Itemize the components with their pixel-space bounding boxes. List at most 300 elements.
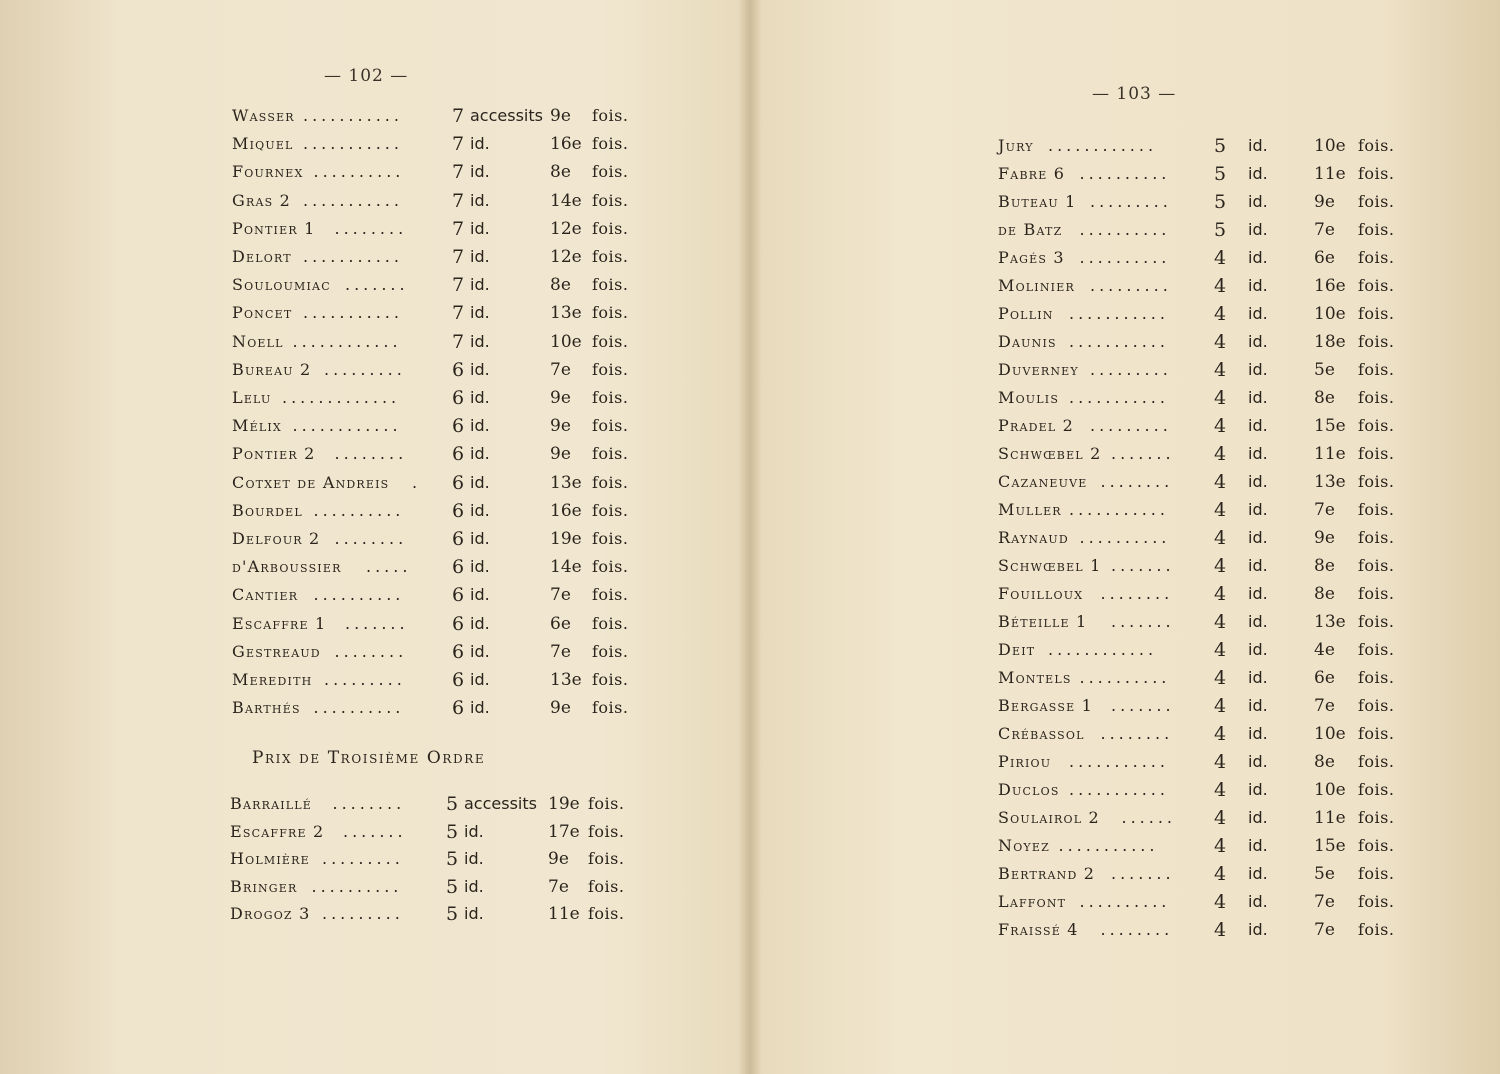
entry-fois: fois. <box>592 444 629 464</box>
list-item <box>998 524 1428 552</box>
entry-name: Drogoz 3 <box>230 904 311 924</box>
leader-dots: ....... <box>1111 612 1175 631</box>
entry-name: Bringer <box>230 876 298 896</box>
entry-count: 7 <box>452 330 465 353</box>
entry-rank: 9e <box>550 416 571 437</box>
entry-fois: fois. <box>1358 528 1395 547</box>
list-item <box>232 497 652 525</box>
entry-count: 4 <box>1214 891 1227 913</box>
entry-fois: fois. <box>1358 780 1395 799</box>
entry-rank: 10e <box>1314 136 1346 156</box>
entry-count: 7 <box>452 302 465 325</box>
entry-name: Mélix <box>232 416 282 436</box>
leader-dots: ....... <box>345 613 409 633</box>
entry-unit: id. <box>470 416 490 436</box>
entry-fois: fois. <box>1358 920 1395 939</box>
entry-name: Escaffre 1 <box>232 613 327 633</box>
entry-rank: 13e <box>550 670 582 690</box>
list-item <box>998 328 1428 356</box>
entry-count: 7 <box>452 246 465 268</box>
entry-name: Soulairol 2 <box>998 808 1100 827</box>
entry-fois: fois. <box>592 275 629 295</box>
leader-dots: ....... <box>1111 864 1175 883</box>
entry-name: Raynaud <box>998 528 1069 547</box>
entry-name: Pradel 2 <box>998 416 1075 435</box>
entry-name: Jury <box>998 136 1034 155</box>
entry-fois: fois. <box>592 106 629 125</box>
list-item <box>232 215 652 243</box>
entry-unit: id. <box>470 303 490 323</box>
entry-rank: 14e <box>550 557 582 578</box>
list-item <box>998 860 1428 888</box>
entry-rank: 10e <box>1314 780 1346 800</box>
entry-count: 4 <box>1214 471 1227 493</box>
leader-dots: ............ <box>292 331 402 351</box>
entry-rank: 13e <box>550 472 582 493</box>
entry-fois: fois. <box>1358 612 1395 631</box>
leader-dots: ........ <box>1100 472 1174 491</box>
entry-name: Fabre 6 <box>998 164 1066 183</box>
leader-dots: ..... <box>366 557 412 577</box>
entry-rank: 7e <box>550 585 571 606</box>
entry-unit: id. <box>1248 808 1268 827</box>
entry-name: Fouilloux <box>998 584 1084 603</box>
entry-unit: id. <box>470 585 490 605</box>
entry-unit: id. <box>470 359 490 379</box>
entry-count: 4 <box>1214 611 1227 633</box>
entry-fois: fois. <box>1358 360 1395 379</box>
list-item <box>232 243 652 271</box>
entry-name: Miquel <box>232 134 294 154</box>
list-item <box>998 664 1428 692</box>
entry-count: 6 <box>452 528 465 550</box>
entry-rank: 19e <box>550 529 582 549</box>
entry-rank: 5e <box>1314 360 1335 380</box>
entry-unit: id. <box>470 331 490 351</box>
leader-dots: ........ <box>334 218 408 238</box>
entry-fois: fois. <box>1358 416 1395 435</box>
entry-name: Daunis <box>998 332 1057 351</box>
entry-name: Fournex <box>232 162 304 182</box>
entry-count: 5 <box>446 903 459 926</box>
right-page <box>752 0 1500 1074</box>
leader-dots: ........ <box>334 529 408 548</box>
entry-unit: id. <box>1248 640 1268 659</box>
entry-unit: id. <box>470 557 490 577</box>
entry-unit: id. <box>1248 864 1268 883</box>
entry-unit: id. <box>1248 164 1268 183</box>
entry-unit: id. <box>470 500 490 520</box>
entry-fois: fois. <box>1358 668 1395 687</box>
entry-name: Bourdel <box>232 500 303 520</box>
leader-dots: .......... <box>313 585 405 605</box>
entry-rank: 16e <box>550 134 582 155</box>
list-item <box>998 160 1428 188</box>
entry-unit: id. <box>470 444 490 464</box>
entry-count: 7 <box>452 189 465 212</box>
entry-rank: 12e <box>550 218 582 239</box>
entry-fois: fois. <box>1358 192 1395 211</box>
entry-rank: 11e <box>1314 808 1346 828</box>
entry-name: Deit <box>998 640 1036 659</box>
leader-dots: ...... <box>1121 808 1177 827</box>
list-item <box>998 608 1428 636</box>
entry-rank: 8e <box>1314 388 1335 408</box>
list-item <box>232 694 652 722</box>
entry-fois: fois. <box>592 134 629 154</box>
entry-rank: 13e <box>1314 612 1346 632</box>
entry-count: 4 <box>1214 443 1227 465</box>
entry-fois: fois. <box>588 876 625 896</box>
entry-count: 6 <box>452 697 465 720</box>
entry-unit: id. <box>464 849 484 869</box>
entry-count: 4 <box>1214 863 1227 885</box>
list-item <box>232 469 652 497</box>
entry-count: 5 <box>446 820 459 843</box>
entry-unit: id. <box>1248 136 1268 155</box>
entry-unit: id. <box>1248 444 1268 463</box>
entry-name: Noell <box>232 331 284 351</box>
list-item <box>998 440 1428 468</box>
entry-rank: 8e <box>550 162 571 183</box>
entry-count: 7 <box>452 133 465 156</box>
entry-rank: 10e <box>1314 304 1346 324</box>
entry-count: 5 <box>446 793 459 815</box>
entry-rank: 8e <box>1314 556 1335 576</box>
entry-name: Pollin <box>998 304 1054 323</box>
leader-dots: .......... <box>1079 528 1171 547</box>
list-item <box>232 440 652 468</box>
entry-unit: id. <box>1248 752 1268 771</box>
entry-unit: id. <box>1248 472 1268 491</box>
entry-unit: accessits <box>464 794 537 813</box>
leader-dots: ........ <box>1100 920 1174 939</box>
entry-count: 4 <box>1214 667 1227 689</box>
entry-unit: id. <box>1248 892 1268 911</box>
entry-name: Cotxet de Andreis <box>232 472 390 492</box>
entry-rank: 16e <box>1314 276 1346 296</box>
entry-rank: 19e <box>548 794 580 814</box>
entry-fois: fois. <box>1358 276 1395 295</box>
entry-unit: id. <box>470 218 490 238</box>
entry-fois: fois. <box>1358 248 1395 267</box>
entry-count: 6 <box>452 584 465 607</box>
leader-dots: .......... <box>1079 164 1171 183</box>
entry-count: 6 <box>452 499 465 522</box>
entry-unit: id. <box>1248 836 1268 855</box>
leader-dots: ........... <box>303 247 403 266</box>
entry-rank: 7e <box>550 641 571 662</box>
entry-unit: id. <box>470 698 490 718</box>
entry-name: Delfour 2 <box>232 529 321 548</box>
entry-count: 4 <box>1214 751 1227 773</box>
entry-rank: 9e <box>1314 528 1335 548</box>
leader-dots: .......... <box>311 876 403 896</box>
entry-fois: fois. <box>592 416 629 436</box>
list-item <box>998 132 1428 160</box>
entry-rank: 4e <box>1314 640 1335 660</box>
entry-rank: 13e <box>550 303 582 324</box>
leader-dots: ......... <box>1090 276 1172 295</box>
entry-unit: id. <box>1248 360 1268 379</box>
entry-unit: id. <box>470 388 490 407</box>
entry-unit: id. <box>1248 500 1268 519</box>
entry-rank: 6e <box>1314 248 1335 268</box>
list-item <box>232 525 652 553</box>
entry-rank: 13e <box>1314 472 1346 492</box>
entry-fois: fois. <box>588 821 625 841</box>
entry-fois: fois. <box>1358 640 1395 659</box>
list-item <box>998 692 1428 720</box>
entry-count: 4 <box>1214 779 1227 801</box>
entry-rank: 7e <box>1314 696 1335 716</box>
entry-count: 4 <box>1214 527 1227 549</box>
leader-dots: ........... <box>1069 752 1169 771</box>
entry-rank: 16e <box>550 500 582 521</box>
entry-count: 5 <box>1214 191 1227 213</box>
entry-rank: 10e <box>1314 724 1346 744</box>
entry-name: Escaffre 2 <box>230 821 325 841</box>
entry-unit: id. <box>1248 612 1268 631</box>
entry-count: 4 <box>1214 639 1227 661</box>
entry-fois: fois. <box>1358 444 1395 463</box>
list-item <box>232 666 652 694</box>
entry-unit: id. <box>1248 332 1268 351</box>
entry-fois: fois. <box>592 500 629 520</box>
entry-name: Gras 2 <box>232 190 292 210</box>
list-item <box>998 188 1428 216</box>
list-item <box>232 130 652 158</box>
list-item <box>232 187 652 215</box>
entry-fois: fois. <box>1358 752 1395 771</box>
entry-count: 4 <box>1214 275 1227 297</box>
list-item <box>232 158 652 186</box>
leader-dots: ........... <box>303 303 403 323</box>
entry-unit: id. <box>1248 416 1268 435</box>
entry-rank: 7e <box>1314 920 1335 940</box>
entry-name: Moulis <box>998 388 1060 407</box>
entry-fois: fois. <box>592 359 629 379</box>
entry-count: 4 <box>1214 331 1227 353</box>
list-item <box>998 776 1428 804</box>
entry-count: 4 <box>1214 723 1227 745</box>
leader-dots: ........... <box>1069 780 1169 799</box>
page-number: — 103 — <box>1092 84 1177 104</box>
page-number: — 102 — <box>324 66 409 86</box>
list-item <box>232 638 652 666</box>
entry-unit: accessits <box>470 106 543 125</box>
entry-fois: fois. <box>592 388 629 407</box>
leader-dots: .......... <box>313 698 405 718</box>
entry-count: 4 <box>1214 499 1227 521</box>
entry-unit: id. <box>464 876 484 896</box>
leader-dots: ........ <box>332 794 406 813</box>
leader-dots: ....... <box>345 275 409 295</box>
entry-count: 4 <box>1214 247 1227 269</box>
leader-dots: ........... <box>1069 332 1169 351</box>
entry-fois: fois. <box>1358 136 1395 155</box>
entry-rank: 7e <box>1314 892 1335 912</box>
entry-fois: fois. <box>1358 892 1395 911</box>
entry-unit: id. <box>1248 668 1268 687</box>
leader-dots: ............ <box>1048 136 1158 155</box>
list-item <box>998 384 1428 412</box>
entry-fois: fois. <box>1358 388 1395 407</box>
entry-fois: fois. <box>1358 220 1395 239</box>
leader-dots: ............ <box>1048 640 1158 659</box>
entry-name: Holmière <box>230 849 310 869</box>
entry-rank: 8e <box>1314 752 1335 772</box>
entry-unit: id. <box>1248 584 1268 603</box>
entry-rank: 14e <box>550 190 582 211</box>
list-item <box>232 384 652 412</box>
entry-count: 6 <box>452 471 465 494</box>
entry-name: Duverney <box>998 360 1079 379</box>
entry-name: Muller <box>998 500 1062 519</box>
entry-name: Schwœbel 1 <box>998 556 1102 575</box>
entry-rank: 6e <box>550 613 571 634</box>
entry-fois: fois. <box>588 904 625 924</box>
entry-count: 4 <box>1214 303 1227 325</box>
entry-count: 4 <box>1214 387 1227 409</box>
entry-rank: 12e <box>550 247 582 267</box>
list-item <box>998 636 1428 664</box>
entry-count: 4 <box>1214 415 1227 437</box>
entry-fois: fois. <box>592 472 629 492</box>
entry-count: 7 <box>452 217 465 240</box>
leader-dots: ........ <box>334 641 408 661</box>
entry-name: Lelu <box>232 388 272 407</box>
entry-rank: 9e <box>550 106 571 126</box>
entry-unit: id. <box>470 134 490 154</box>
list-item <box>998 832 1428 860</box>
entry-fois: fois. <box>1358 584 1395 603</box>
entry-count: 5 <box>446 848 459 871</box>
entry-count: 4 <box>1214 919 1227 941</box>
entry-unit: id. <box>1248 528 1268 547</box>
entry-name: Pontier 2 <box>232 444 316 464</box>
list-item <box>230 900 650 928</box>
leader-dots: ........ <box>334 444 408 464</box>
entry-count: 4 <box>1214 807 1227 829</box>
leader-dots: ........... <box>303 106 403 125</box>
leader-dots: ............. <box>282 388 401 407</box>
entry-fois: fois. <box>592 585 629 605</box>
entry-count: 6 <box>452 358 465 381</box>
entry-count: 5 <box>1214 219 1227 241</box>
entry-name: Delort <box>232 247 292 266</box>
entry-name: Wasser <box>232 106 295 125</box>
entry-fois: fois. <box>588 794 625 813</box>
entry-fois: fois. <box>588 849 625 869</box>
entry-count: 5 <box>1214 163 1227 185</box>
list-item <box>998 244 1428 272</box>
leader-dots: ............ <box>292 416 402 436</box>
entry-name: Souloumiac <box>232 275 331 295</box>
list-item <box>232 610 652 638</box>
leader-dots: ......... <box>1090 192 1172 211</box>
entry-rank: 10e <box>550 331 582 352</box>
entry-rank: 8e <box>550 275 571 296</box>
entry-name: Bureau 2 <box>232 359 312 379</box>
entry-name: Bergasse 1 <box>998 696 1093 715</box>
leader-dots: .......... <box>313 162 405 182</box>
entry-fois: fois. <box>592 247 629 266</box>
entry-fois: fois. <box>1358 864 1395 883</box>
entry-count: 6 <box>452 443 465 466</box>
entry-name: d'Arboussier <box>232 557 342 577</box>
entry-rank: 15e <box>1314 836 1346 856</box>
entry-name: Schwœbel 2 <box>998 444 1102 463</box>
entry-count: 7 <box>452 105 465 127</box>
entry-unit: id. <box>1248 920 1268 939</box>
list-item <box>232 328 652 356</box>
entry-name: Noyez <box>998 836 1050 855</box>
entry-name: Duclos <box>998 780 1060 799</box>
leader-dots: ........... <box>1069 500 1169 519</box>
entry-fois: fois. <box>1358 696 1395 715</box>
entry-name: Cantier <box>232 585 299 605</box>
list-item <box>998 468 1428 496</box>
list-item <box>998 552 1428 580</box>
entry-fois: fois. <box>1358 500 1395 519</box>
entry-rank: 9e <box>550 698 571 719</box>
entry-unit: id. <box>470 162 490 182</box>
list-item <box>232 299 652 327</box>
entry-unit: id. <box>1248 192 1268 211</box>
leader-dots: ....... <box>1111 444 1175 463</box>
list-item <box>998 580 1428 608</box>
entry-unit: id. <box>1248 276 1268 295</box>
leader-dots: ........... <box>303 134 403 154</box>
leader-dots: ......... <box>324 359 406 379</box>
entry-unit: id. <box>470 670 490 689</box>
entry-unit: id. <box>470 529 490 548</box>
leader-dots: ......... <box>322 849 404 869</box>
list-item <box>230 818 650 846</box>
entry-count: 5 <box>1214 135 1227 157</box>
entry-count: 6 <box>452 415 465 438</box>
entry-unit: id. <box>1248 304 1268 323</box>
entry-unit: id. <box>464 821 484 841</box>
entry-name: Béteille 1 <box>998 612 1088 631</box>
list-item <box>232 581 652 609</box>
entry-name: Crébassol <box>998 724 1085 743</box>
leader-dots: ........... <box>303 190 403 210</box>
leader-dots: . <box>412 472 422 492</box>
entry-unit: id. <box>1248 556 1268 575</box>
entry-fois: fois. <box>1358 304 1395 323</box>
entry-count: 6 <box>452 556 465 579</box>
entry-fois: fois. <box>1358 808 1395 827</box>
entry-rank: 7e <box>548 876 569 897</box>
entry-count: 4 <box>1214 695 1227 717</box>
entry-fois: fois. <box>592 557 629 577</box>
list-item <box>230 845 650 873</box>
entry-fois: fois. <box>592 190 629 210</box>
entry-fois: fois. <box>1358 556 1395 575</box>
list-item <box>232 102 652 130</box>
entry-fois: fois. <box>592 331 629 351</box>
list-item <box>998 888 1428 916</box>
entry-fois: fois. <box>592 162 629 182</box>
entry-name: Barraillé <box>230 794 312 813</box>
entry-unit: id. <box>470 275 490 295</box>
entry-count: 4 <box>1214 555 1227 577</box>
entry-fois: fois. <box>592 698 629 718</box>
entry-name: Laffont <box>998 892 1067 911</box>
entry-rank: 9e <box>550 444 571 465</box>
